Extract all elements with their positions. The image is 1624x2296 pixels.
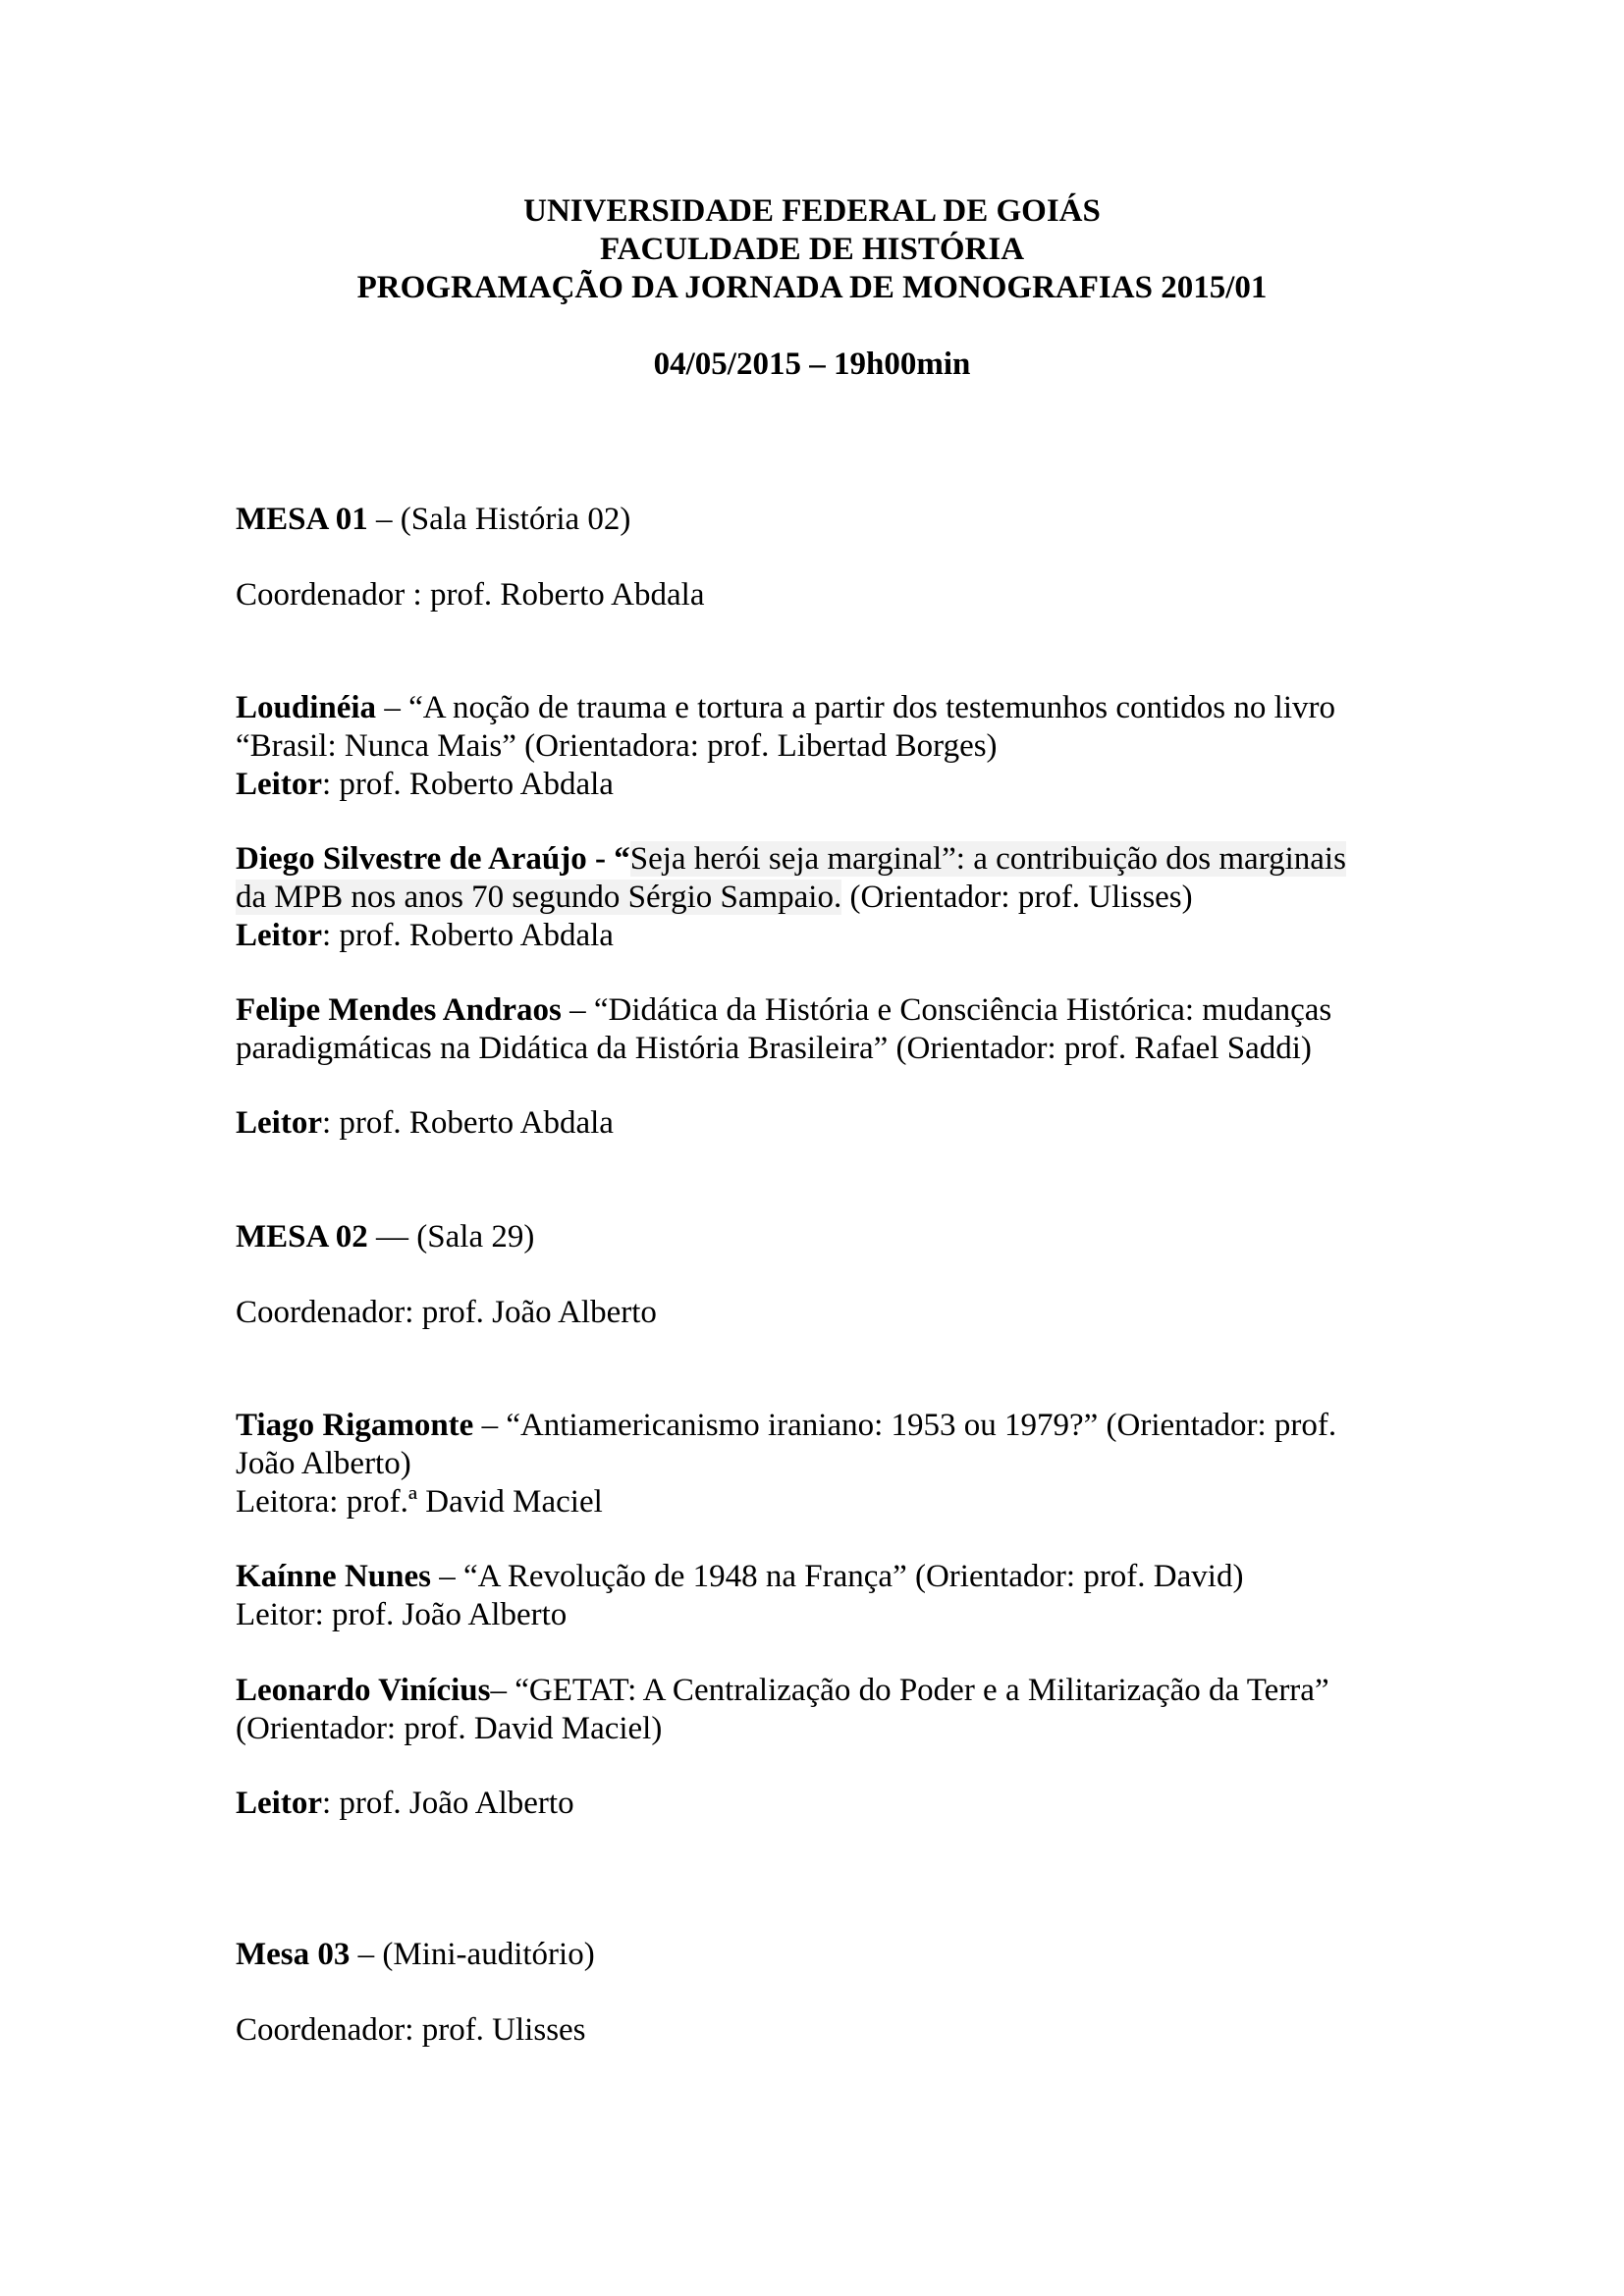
mesa-01-heading	[236, 501, 1394, 539]
mesa-02-entry-1	[236, 1407, 1394, 1522]
mesa-03-title: Mesa 03	[236, 1937, 351, 1972]
university-name: UNIVERSIDADE FEDERAL DE GOIÁS	[523, 193, 1101, 229]
entry-line	[236, 840, 1394, 879]
mesa-01-entry-3-reader	[236, 1104, 1394, 1143]
reader-label: Leitor	[236, 1105, 322, 1141]
mesa-02-coordinator: Coordenador: prof. João Alberto	[236, 1295, 657, 1330]
entry-line	[236, 879, 1394, 917]
document-header	[0, 192, 1624, 307]
mesa-02-title: MESA 02	[236, 1219, 368, 1255]
mesa-02-room: — (Sala 29)	[367, 1219, 535, 1255]
entry-line: “Brasil: Nunca Mais” (Orientadora: prof. Libertad Borges)	[236, 728, 998, 764]
mesa-01-entry-1	[236, 689, 1394, 804]
mesa-01-title: MESA 01	[236, 502, 368, 537]
entry-line	[236, 991, 1394, 1030]
program-title: PROGRAMAÇÃO DA JORNADA DE MONOGRAFIAS 2015/01	[356, 270, 1268, 305]
entry-reader: Leitora: prof.ª David Maciel	[236, 1484, 603, 1520]
mesa-02-entry-2	[236, 1558, 1394, 1634]
entry-title: – “GETAT: A Centralização do Poder e a Militarização da Terra”	[490, 1673, 1329, 1708]
event-date: 04/05/2015 – 19h00min	[653, 347, 971, 382]
mesa-03-room: – (Mini-auditório)	[350, 1937, 595, 1972]
entry-title: – “Antiamericanismo iraniano: 1953 ou 1979?” (Orientador: prof.	[473, 1408, 1337, 1443]
mesa-01-coordinator: Coordenador : prof. Roberto Abdala	[236, 577, 705, 613]
faculty-name: FACULDADE DE HISTÓRIA	[599, 232, 1025, 267]
student-name: Tiago Rigamonte	[236, 1408, 474, 1443]
entry-reader	[236, 766, 1394, 804]
student-name: Leonardo Vinícius	[236, 1673, 491, 1708]
reader-name: : prof. Roberto Abdala	[321, 1105, 614, 1141]
entry-title: Seja herói seja marginal”: a contribuição dos marginais	[629, 841, 1346, 877]
mesa-01-room: – (Sala História 02)	[367, 502, 631, 537]
reader-name: : prof. Roberto Abdala	[321, 767, 614, 802]
mesa-03-heading	[236, 1936, 1394, 1974]
entry-reader: Leitor: prof. João Alberto	[236, 1597, 568, 1632]
entry-title: – “Didática da História e Consciência Histórica: mudanças	[561, 992, 1332, 1028]
entry-line: (Orientador: prof. David Maciel)	[236, 1711, 663, 1746]
reader-label: Leitor	[236, 918, 322, 953]
mesa-01-entry-3	[236, 991, 1394, 1068]
reader-label: Leitor	[236, 767, 322, 802]
mesa-01-entry-2	[236, 840, 1394, 955]
entry-title: – “A noção de trauma e tortura a partir dos testemunhos contidos no livro	[376, 690, 1335, 725]
entry-advisor: (Orientador: prof. Ulisses)	[841, 880, 1193, 915]
mesa-03-coordinator: Coordenador: prof. Ulisses	[236, 2012, 586, 2048]
student-name: Diego Silvestre de Araújo - “	[236, 841, 630, 877]
reader-label: Leitor	[236, 1786, 322, 1821]
reader-name: : prof. Roberto Abdala	[321, 918, 614, 953]
entry-reader	[236, 917, 1394, 955]
entry-title-cont: da MPB nos anos 70 segundo Sérgio Sampaio.	[236, 880, 842, 915]
entry-line	[236, 1558, 1394, 1596]
mesa-02-entry-3-reader	[236, 1785, 1394, 1823]
mesa-02-entry-3	[236, 1672, 1394, 1748]
entry-title: – “A Revolução de 1948 na França” (Orientador: prof. David)	[430, 1559, 1244, 1594]
student-name: Felipe Mendes Andraos	[236, 992, 562, 1028]
reader-name: : prof. João Alberto	[321, 1786, 574, 1821]
student-name: Kaínne Nunes	[236, 1559, 431, 1594]
student-name: Loudinéia	[236, 690, 377, 725]
entry-line	[236, 1672, 1394, 1710]
mesa-02-heading	[236, 1218, 1394, 1256]
entry-line	[236, 689, 1394, 727]
entry-line	[236, 1407, 1394, 1445]
entry-line: João Alberto)	[236, 1446, 411, 1481]
entry-line: paradigmáticas na Didática da História Brasileira” (Orientador: prof. Rafael Saddi)	[236, 1031, 1312, 1066]
